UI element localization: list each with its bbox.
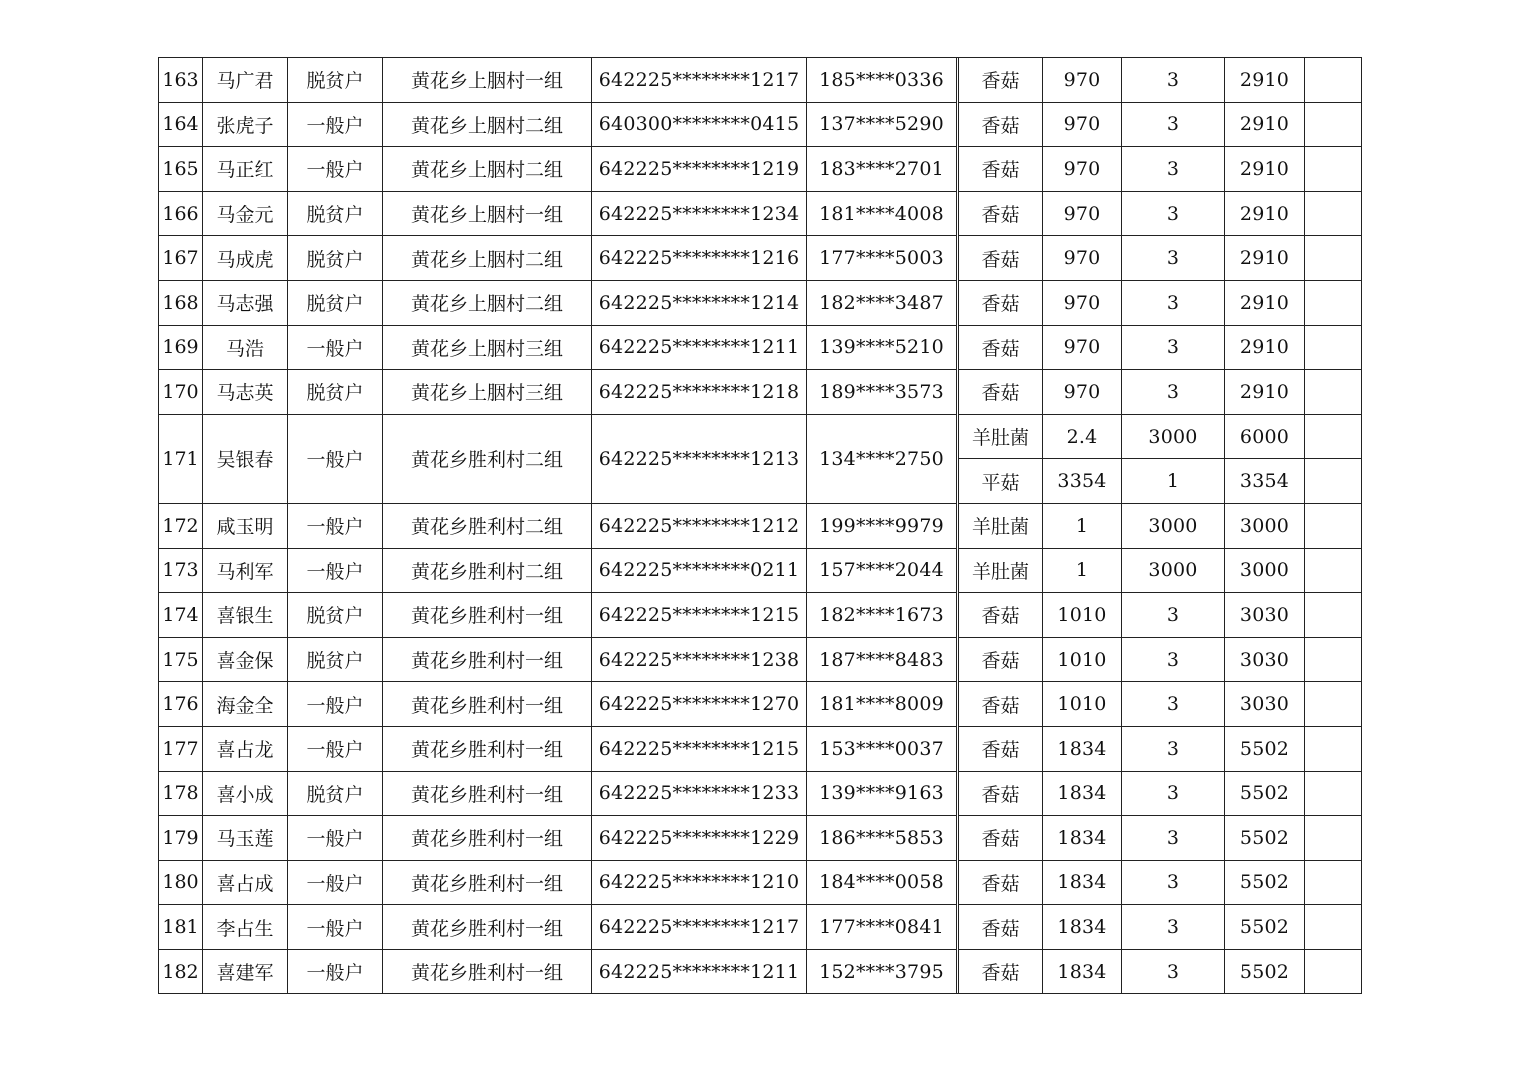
table-row — [159, 102, 1362, 147]
note-cell — [1305, 816, 1362, 861]
crop-cell: 香菇 — [959, 905, 1043, 950]
table-row — [159, 58, 1362, 103]
total-cell: 2910 — [1225, 236, 1305, 281]
price-cell: 3 — [1122, 191, 1225, 236]
household-type-cell: 脱贫户 — [288, 236, 383, 281]
household-type-cell: 一般户 — [288, 548, 383, 593]
table-row — [159, 191, 1362, 236]
name-cell: 张虎子 — [203, 102, 288, 147]
quantity-cell: 1834 — [1043, 816, 1122, 861]
price-cell: 3 — [1122, 860, 1225, 905]
crop-cell: 香菇 — [959, 726, 1043, 771]
price-cell: 1 — [1122, 459, 1225, 504]
name-cell: 马志强 — [203, 280, 288, 325]
id-number-cell: 642225********1229 — [592, 816, 807, 861]
household-type-cell: 一般户 — [288, 860, 383, 905]
address-cell: 黄花乡上胭村二组 — [383, 102, 592, 147]
id-number-cell: 642225********1215 — [592, 726, 807, 771]
id-number-cell: 642225********1213 — [592, 414, 807, 503]
address-cell: 黄花乡胜利村一组 — [383, 593, 592, 638]
household-type-cell: 脱贫户 — [288, 637, 383, 682]
crop-cell: 香菇 — [959, 236, 1043, 281]
table-row — [159, 325, 1362, 370]
quantity-cell: 970 — [1043, 102, 1122, 147]
price-cell: 3 — [1122, 236, 1225, 281]
table-row — [159, 147, 1362, 192]
crop-cell: 香菇 — [959, 771, 1043, 816]
phone-cell: 139****5210 — [807, 325, 957, 370]
note-cell — [1305, 637, 1362, 682]
household-type-cell: 脱贫户 — [288, 771, 383, 816]
row-number-cell: 170 — [159, 370, 203, 415]
id-number-cell: 642225********1211 — [592, 949, 807, 994]
price-cell: 3 — [1122, 325, 1225, 370]
total-cell: 2910 — [1225, 147, 1305, 192]
id-number-cell: 642225********1211 — [592, 325, 807, 370]
total-cell: 5502 — [1225, 949, 1305, 994]
row-number-cell: 177 — [159, 726, 203, 771]
phone-cell: 189****3573 — [807, 370, 957, 415]
phone-cell: 185****0336 — [807, 58, 957, 103]
total-cell: 3000 — [1225, 548, 1305, 593]
household-type-cell: 脱贫户 — [288, 593, 383, 638]
note-cell — [1305, 771, 1362, 816]
note-cell — [1305, 548, 1362, 593]
phone-cell: 199****9979 — [807, 503, 957, 548]
price-cell: 3000 — [1122, 548, 1225, 593]
phone-cell: 157****2044 — [807, 548, 957, 593]
crop-cell: 羊肚菌 — [959, 503, 1043, 548]
price-cell: 3 — [1122, 726, 1225, 771]
price-cell: 3 — [1122, 771, 1225, 816]
row-number-cell: 172 — [159, 503, 203, 548]
name-cell: 马正红 — [203, 147, 288, 192]
total-cell: 2910 — [1225, 280, 1305, 325]
household-type-cell: 一般户 — [288, 325, 383, 370]
row-number-cell: 181 — [159, 905, 203, 950]
address-cell: 黄花乡上胭村三组 — [383, 370, 592, 415]
address-cell: 黄花乡胜利村一组 — [383, 682, 592, 727]
crop-cell: 香菇 — [959, 280, 1043, 325]
name-cell: 吴银春 — [203, 414, 288, 503]
address-cell: 黄花乡胜利村一组 — [383, 816, 592, 861]
household-type-cell: 一般户 — [288, 147, 383, 192]
household-type-cell: 一般户 — [288, 949, 383, 994]
phone-cell: 184****0058 — [807, 860, 957, 905]
note-cell — [1305, 905, 1362, 950]
address-cell: 黄花乡胜利村一组 — [383, 771, 592, 816]
phone-cell: 181****4008 — [807, 191, 957, 236]
name-cell: 咸玉明 — [203, 503, 288, 548]
name-cell: 马浩 — [203, 325, 288, 370]
name-cell: 喜小成 — [203, 771, 288, 816]
id-number-cell: 642225********1217 — [592, 905, 807, 950]
household-type-cell: 一般户 — [288, 414, 383, 503]
household-type-cell: 一般户 — [288, 682, 383, 727]
phone-cell: 182****1673 — [807, 593, 957, 638]
household-type-cell: 脱贫户 — [288, 58, 383, 103]
note-cell — [1305, 459, 1362, 504]
total-cell: 2910 — [1225, 325, 1305, 370]
household-type-cell: 一般户 — [288, 905, 383, 950]
name-cell: 喜占龙 — [203, 726, 288, 771]
row-number-cell: 176 — [159, 682, 203, 727]
table-row — [159, 503, 1362, 548]
address-cell: 黄花乡胜利村一组 — [383, 905, 592, 950]
price-cell: 3000 — [1122, 414, 1225, 459]
phone-cell: 139****9163 — [807, 771, 957, 816]
phone-cell: 182****3487 — [807, 280, 957, 325]
id-number-cell: 642225********1238 — [592, 637, 807, 682]
row-number-cell: 175 — [159, 637, 203, 682]
table-row — [159, 637, 1362, 682]
phone-cell: 152****3795 — [807, 949, 957, 994]
total-cell: 2910 — [1225, 191, 1305, 236]
name-cell: 李占生 — [203, 905, 288, 950]
total-cell: 5502 — [1225, 860, 1305, 905]
note-cell — [1305, 682, 1362, 727]
total-cell: 3030 — [1225, 682, 1305, 727]
quantity-cell: 970 — [1043, 58, 1122, 103]
name-cell: 喜银生 — [203, 593, 288, 638]
quantity-cell: 970 — [1043, 191, 1122, 236]
table-row — [159, 726, 1362, 771]
price-cell: 3 — [1122, 147, 1225, 192]
name-cell: 海金全 — [203, 682, 288, 727]
quantity-cell: 2.4 — [1043, 414, 1122, 459]
phone-cell: 186****5853 — [807, 816, 957, 861]
table-row — [159, 548, 1362, 593]
table-row — [159, 905, 1362, 950]
id-number-cell: 642225********1218 — [592, 370, 807, 415]
phone-cell: 181****8009 — [807, 682, 957, 727]
quantity-cell: 1834 — [1043, 726, 1122, 771]
quantity-cell: 970 — [1043, 325, 1122, 370]
household-type-cell: 脱贫户 — [288, 370, 383, 415]
table-row — [159, 370, 1362, 415]
table-body — [159, 58, 1362, 994]
id-number-cell: 642225********0211 — [592, 548, 807, 593]
table-row — [159, 949, 1362, 994]
total-cell: 3000 — [1225, 503, 1305, 548]
crop-cell: 香菇 — [959, 102, 1043, 147]
crop-cell: 香菇 — [959, 325, 1043, 370]
price-cell: 3 — [1122, 816, 1225, 861]
quantity-cell: 1834 — [1043, 905, 1122, 950]
row-number-cell: 163 — [159, 58, 203, 103]
row-number-cell: 166 — [159, 191, 203, 236]
total-cell: 3354 — [1225, 459, 1305, 504]
total-cell: 2910 — [1225, 58, 1305, 103]
note-cell — [1305, 860, 1362, 905]
address-cell: 黄花乡上胭村一组 — [383, 191, 592, 236]
id-number-cell: 642225********1216 — [592, 236, 807, 281]
total-cell: 6000 — [1225, 414, 1305, 459]
row-number-cell: 180 — [159, 860, 203, 905]
quantity-cell: 970 — [1043, 370, 1122, 415]
quantity-cell: 1010 — [1043, 593, 1122, 638]
household-type-cell: 一般户 — [288, 816, 383, 861]
phone-cell: 134****2750 — [807, 414, 957, 503]
total-cell: 2910 — [1225, 370, 1305, 415]
price-cell: 3 — [1122, 370, 1225, 415]
row-number-cell: 179 — [159, 816, 203, 861]
phone-cell: 183****2701 — [807, 147, 957, 192]
address-cell: 黄花乡胜利村二组 — [383, 503, 592, 548]
name-cell: 喜金保 — [203, 637, 288, 682]
table-row — [159, 771, 1362, 816]
note-cell — [1305, 58, 1362, 103]
address-cell: 黄花乡胜利村一组 — [383, 860, 592, 905]
address-cell: 黄花乡上胭村二组 — [383, 147, 592, 192]
note-cell — [1305, 503, 1362, 548]
crop-cell: 香菇 — [959, 860, 1043, 905]
note-cell — [1305, 414, 1362, 459]
name-cell: 马广君 — [203, 58, 288, 103]
price-cell: 3 — [1122, 949, 1225, 994]
name-cell: 马利军 — [203, 548, 288, 593]
crop-cell: 香菇 — [959, 949, 1043, 994]
phone-cell: 153****0037 — [807, 726, 957, 771]
table-row — [159, 236, 1362, 281]
quantity-cell: 1834 — [1043, 771, 1122, 816]
note-cell — [1305, 325, 1362, 370]
crop-cell: 羊肚菌 — [959, 414, 1043, 459]
price-cell: 3 — [1122, 905, 1225, 950]
id-number-cell: 642225********1233 — [592, 771, 807, 816]
subsidy-table — [158, 57, 1362, 994]
total-cell: 5502 — [1225, 905, 1305, 950]
table-row — [159, 280, 1362, 325]
crop-cell: 香菇 — [959, 370, 1043, 415]
name-cell: 马金元 — [203, 191, 288, 236]
total-cell: 5502 — [1225, 771, 1305, 816]
table-row — [159, 414, 1362, 459]
note-cell — [1305, 236, 1362, 281]
address-cell: 黄花乡上胭村一组 — [383, 58, 592, 103]
id-number-cell: 642225********1234 — [592, 191, 807, 236]
price-cell: 3 — [1122, 280, 1225, 325]
quantity-cell: 970 — [1043, 280, 1122, 325]
phone-cell: 137****5290 — [807, 102, 957, 147]
quantity-cell: 3354 — [1043, 459, 1122, 504]
address-cell: 黄花乡胜利村二组 — [383, 548, 592, 593]
row-number-cell: 167 — [159, 236, 203, 281]
address-cell: 黄花乡上胭村三组 — [383, 325, 592, 370]
total-cell: 2910 — [1225, 102, 1305, 147]
row-number-cell: 171 — [159, 414, 203, 503]
row-number-cell: 169 — [159, 325, 203, 370]
price-cell: 3 — [1122, 58, 1225, 103]
address-cell: 黄花乡胜利村一组 — [383, 949, 592, 994]
quantity-cell: 1 — [1043, 548, 1122, 593]
crop-cell: 香菇 — [959, 593, 1043, 638]
name-cell: 喜建军 — [203, 949, 288, 994]
table-row — [159, 816, 1362, 861]
name-cell: 喜占成 — [203, 860, 288, 905]
crop-cell: 香菇 — [959, 637, 1043, 682]
quantity-cell: 1 — [1043, 503, 1122, 548]
crop-cell: 平菇 — [959, 459, 1043, 504]
row-number-cell: 173 — [159, 548, 203, 593]
price-cell: 3 — [1122, 682, 1225, 727]
id-number-cell: 642225********1210 — [592, 860, 807, 905]
phone-cell: 187****8483 — [807, 637, 957, 682]
id-number-cell: 640300********0415 — [592, 102, 807, 147]
note-cell — [1305, 191, 1362, 236]
row-number-cell: 164 — [159, 102, 203, 147]
id-number-cell: 642225********1217 — [592, 58, 807, 103]
phone-cell: 177****5003 — [807, 236, 957, 281]
row-number-cell: 174 — [159, 593, 203, 638]
household-type-cell: 一般户 — [288, 503, 383, 548]
price-cell: 3000 — [1122, 503, 1225, 548]
crop-cell: 香菇 — [959, 816, 1043, 861]
row-number-cell: 165 — [159, 147, 203, 192]
id-number-cell: 642225********1215 — [592, 593, 807, 638]
price-cell: 3 — [1122, 593, 1225, 638]
note-cell — [1305, 147, 1362, 192]
id-number-cell: 642225********1214 — [592, 280, 807, 325]
quantity-cell: 970 — [1043, 147, 1122, 192]
name-cell: 马玉莲 — [203, 816, 288, 861]
id-number-cell: 642225********1212 — [592, 503, 807, 548]
name-cell: 马志英 — [203, 370, 288, 415]
crop-cell: 香菇 — [959, 147, 1043, 192]
total-cell: 3030 — [1225, 593, 1305, 638]
address-cell: 黄花乡胜利村一组 — [383, 637, 592, 682]
total-cell: 3030 — [1225, 637, 1305, 682]
quantity-cell: 1010 — [1043, 682, 1122, 727]
quantity-cell: 1834 — [1043, 860, 1122, 905]
household-type-cell: 一般户 — [288, 102, 383, 147]
price-cell: 3 — [1122, 102, 1225, 147]
total-cell: 5502 — [1225, 726, 1305, 771]
quantity-cell: 1834 — [1043, 949, 1122, 994]
name-cell: 马成虎 — [203, 236, 288, 281]
row-number-cell: 182 — [159, 949, 203, 994]
crop-cell: 香菇 — [959, 682, 1043, 727]
household-type-cell: 脱贫户 — [288, 191, 383, 236]
crop-cell: 香菇 — [959, 58, 1043, 103]
address-cell: 黄花乡胜利村一组 — [383, 726, 592, 771]
note-cell — [1305, 370, 1362, 415]
table-row — [159, 860, 1362, 905]
note-cell — [1305, 280, 1362, 325]
quantity-cell: 1010 — [1043, 637, 1122, 682]
address-cell: 黄花乡上胭村二组 — [383, 280, 592, 325]
quantity-cell: 970 — [1043, 236, 1122, 281]
id-number-cell: 642225********1270 — [592, 682, 807, 727]
note-cell — [1305, 726, 1362, 771]
table-row — [159, 682, 1362, 727]
id-number-cell: 642225********1219 — [592, 147, 807, 192]
household-type-cell: 脱贫户 — [288, 280, 383, 325]
phone-cell: 177****0841 — [807, 905, 957, 950]
note-cell — [1305, 593, 1362, 638]
row-number-cell: 168 — [159, 280, 203, 325]
note-cell — [1305, 102, 1362, 147]
note-cell — [1305, 949, 1362, 994]
crop-cell: 香菇 — [959, 191, 1043, 236]
price-cell: 3 — [1122, 637, 1225, 682]
household-type-cell: 一般户 — [288, 726, 383, 771]
address-cell: 黄花乡上胭村二组 — [383, 236, 592, 281]
table-row — [159, 593, 1362, 638]
address-cell: 黄花乡胜利村二组 — [383, 414, 592, 503]
row-number-cell: 178 — [159, 771, 203, 816]
crop-cell: 羊肚菌 — [959, 548, 1043, 593]
total-cell: 5502 — [1225, 816, 1305, 861]
